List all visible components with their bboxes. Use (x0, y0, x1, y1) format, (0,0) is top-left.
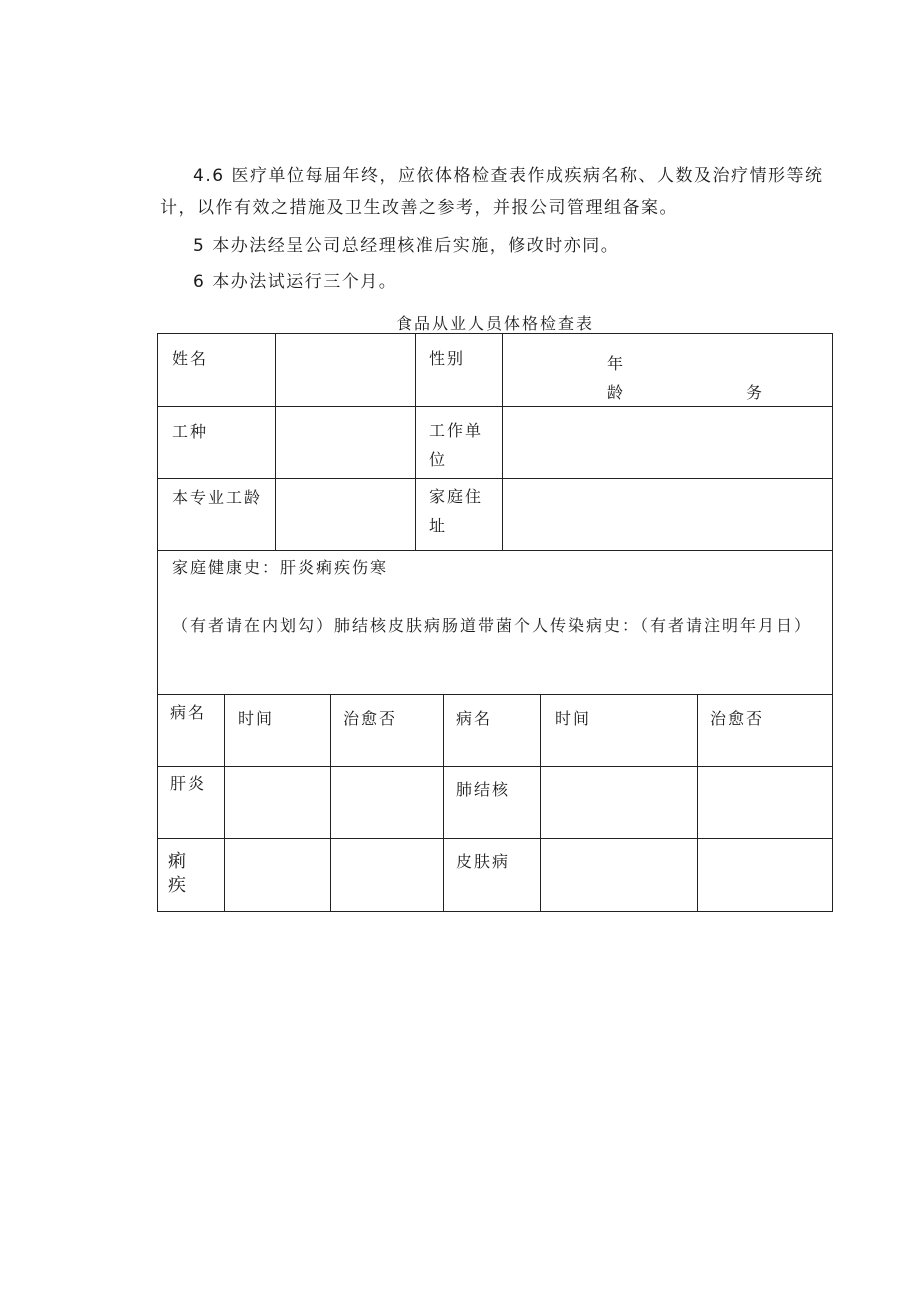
hepatitis-time-cell[interactable] (225, 767, 331, 839)
gender-label-cell (416, 334, 503, 407)
dysentery-label-cell (158, 839, 225, 912)
family-history-text: 家庭健康史：肝炎痢疾伤寒 （有者请在内划勾）肺结核皮肤病肠道带菌个人传染病史：（有者请注明年月日） (172, 558, 813, 635)
cured-header-2-label: 治愈否 (710, 709, 765, 728)
gender-age-value-cell[interactable] (503, 334, 833, 407)
hepatitis-cured-cell[interactable] (331, 767, 444, 839)
tuberculosis-label: 肺结核 (456, 780, 511, 799)
seniority-label-cell (158, 479, 276, 551)
form-title: 食品从业人员体格检查表 (395, 314, 594, 333)
disease-header-2 (444, 695, 541, 767)
time-header-1 (225, 695, 331, 767)
health-check-form (157, 333, 833, 912)
time-header-2 (541, 695, 698, 767)
disease-header-1-label: 病名 (170, 703, 207, 722)
work-unit-label-cell (416, 407, 503, 479)
name-label-cell (158, 334, 276, 407)
address-label: 家庭住 址 (429, 487, 484, 535)
hepatitis-label: 肝炎 (170, 774, 207, 793)
address-label-cell (416, 479, 503, 551)
tuberculosis-time-cell[interactable] (541, 767, 698, 839)
disease-header-2-label: 病名 (456, 709, 493, 728)
skin-disease-label: 皮肤病 (456, 852, 511, 871)
job-type-label-cell (158, 407, 276, 479)
cured-header-1 (331, 695, 444, 767)
cured-header-2 (698, 695, 833, 767)
tuberculosis-label-cell (444, 767, 541, 839)
age-label: 年 龄 (607, 354, 626, 402)
family-history-cell[interactable] (158, 551, 833, 695)
name-value-cell[interactable] (276, 334, 416, 407)
paragraph-4-6: 4.6 医疗单位每届年终，应依体格检查表作成疾病名称、人数及治疗情形等统计，以作有效之措施及卫生改善之参考，并报公司管理组备案。 (160, 166, 824, 218)
job-type-value-cell[interactable] (276, 407, 416, 479)
time-header-2-label: 时间 (555, 709, 592, 728)
tuberculosis-cured-cell[interactable] (698, 767, 833, 839)
skin-disease-cured-cell[interactable] (698, 839, 833, 912)
hepatitis-label-cell (158, 767, 225, 839)
dysentery-time-cell[interactable] (225, 839, 331, 912)
work-unit-value-cell[interactable] (503, 407, 833, 479)
dysentery-cured-cell[interactable] (331, 839, 444, 912)
job-type-label: 工种 (172, 422, 209, 441)
paragraph-6: 6 本办法试运行三个月。 (193, 272, 398, 292)
gender-label: 性别 (429, 349, 466, 368)
work-unit-label: 工作单 位 (429, 421, 484, 469)
cured-header-1-label: 治愈否 (343, 709, 398, 728)
time-header-1-label: 时间 (238, 709, 275, 728)
address-value-cell[interactable] (503, 479, 833, 551)
seniority-label: 本专业工龄 (172, 488, 263, 507)
skin-disease-time-cell[interactable] (541, 839, 698, 912)
seniority-value-cell[interactable] (276, 479, 416, 551)
dysentery-label: 痢 疾 (168, 851, 188, 896)
name-label: 姓名 (172, 349, 209, 368)
disease-header-1 (158, 695, 225, 767)
paragraph-5: 5 本办法经呈公司总经理核准后实施，修改时亦同。 (193, 236, 620, 256)
skin-disease-label-cell (444, 839, 541, 912)
duty-label: 务 (746, 383, 765, 402)
